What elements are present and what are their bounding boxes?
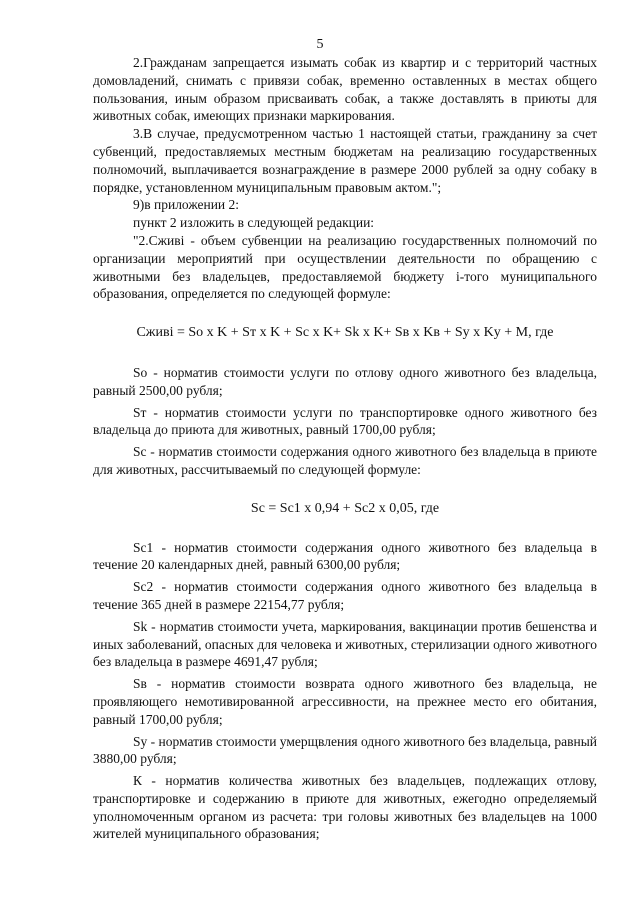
definition-sc: Sc - норматив стоимости содержания одного животного без владельца в приюте для животных, рассчитываемый по следующей формуле: xyxy=(93,444,597,477)
formula-sc: Sc = Sc1 x 0,94 + Sc2 x 0,05, где xyxy=(250,500,440,516)
definition-so: So - норматив стоимости услуги по отлову одного животного без владельца, равный 2500,00 рубля; xyxy=(93,364,597,398)
definition-sk: Sk - норматив стоимости учета, маркирования, вакцинации против бешенства и иных заболеваний, опасных для человека и животных, стерилизации одного животного без владельца в размере 4691,47 рубля; xyxy=(93,618,597,670)
definition-st: Sт - норматив стоимости услуги по транспортировке одного животного без владельца до приюта для животных, равный 1700,00 рубля; xyxy=(93,404,597,438)
document-body xyxy=(93,54,597,843)
page-number: 5 xyxy=(316,37,324,52)
paragraph-subvention: "2.Сживі - объем субвенции на реализацию государственных полномочий по организации мероприятий при осуществлении деятельности по обращению с животными без владельцев, предоставляемой бюджету i-того муниципального образования, определяется по следующей формуле: xyxy=(93,232,597,302)
paragraph-item-9: 9)в приложении 2: xyxy=(133,197,240,213)
definition-sv: Sв - норматив стоимости возврата одного животного без владельца, не проявляющего немотивированной агрессивности, на прежнее место его обитания, равный 1700,00 рубля; xyxy=(93,676,597,727)
paragraph-3: 3.В случае, предусмотренном частью 1 настоящей статьи, гражданину за счет субвенций, предоставляемых местным бюджетам на реализацию государственных полномочий, выплачивается вознаграждение в размере 2000 рублей за одну собаку в порядке, установленном муниципальным правовым актом."; xyxy=(93,126,597,195)
formula-main: Сживі = So x K + Sт x K + Sc x K+ Sk x K+ Sв x Kв + Sy x Ky + M, где xyxy=(136,325,554,341)
definition-sy: Sy - норматив стоимости умерщвления одного животного без владельца, равный 3880,00 рубля; xyxy=(93,733,597,767)
definition-k: К - норматив количества животных без владельцев, подлежащих отлову, транспортировке и содержанию в приюте для животных, ежегодно определяемый уполномоченным органом из расчета: три головы животных без владельцев на 1000 жителей муниципального образования; xyxy=(93,773,597,842)
definition-sc1: Sc1 - норматив стоимости содержания одного животного без владельца в течение 20 календарных дней, равный 6300,00 рубля; xyxy=(93,539,597,573)
paragraph-2: 2.Гражданам запрещается изымать собак из квартир и с территорий частных домовладений, снимать с привязи собак, временно оставленных в местах общего пользования, иным образом присваивать собак, а также доставлять в приюты для животных собак, имеющих признаки маркирования. xyxy=(93,55,597,124)
definition-sc2: Sc2 - норматив стоимости содержания одного животного без владельца в течение 365 дней в размере 22154,77 рубля; xyxy=(93,579,597,612)
paragraph-point-2: пункт 2 изложить в следующей редакции: xyxy=(133,215,375,231)
